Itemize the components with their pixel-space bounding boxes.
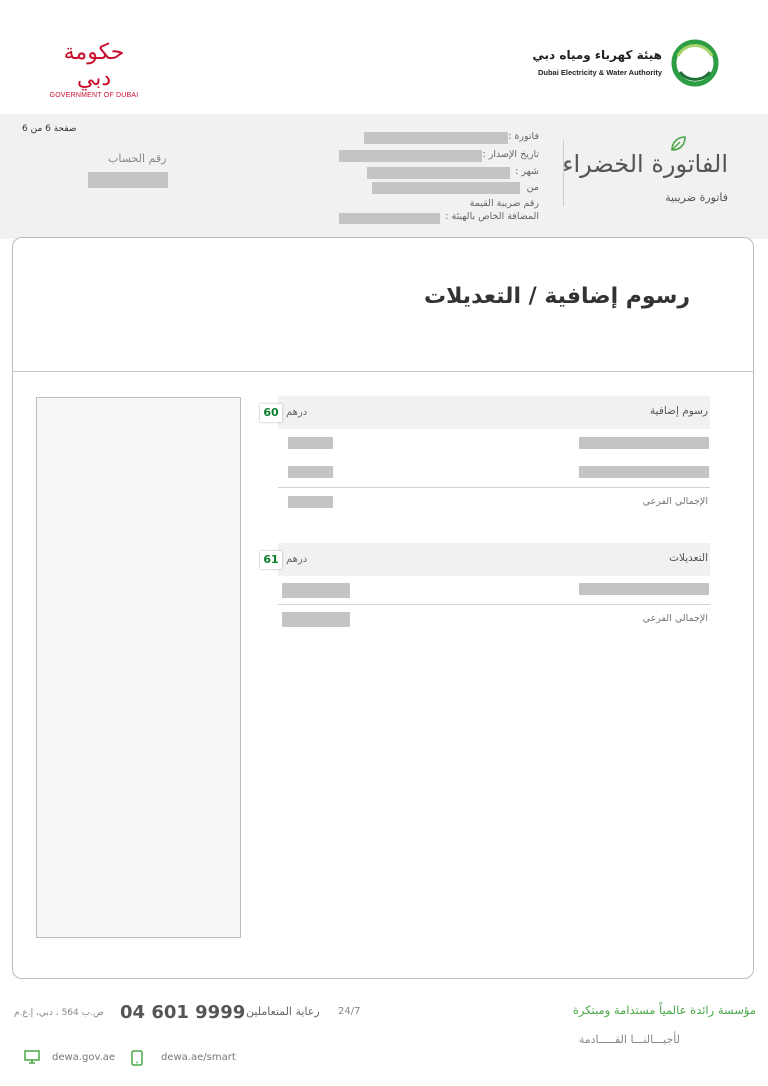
charge-amount-redacted xyxy=(288,437,333,449)
section-title-adjustments: التعديلات xyxy=(669,552,708,564)
page-title: رسوم إضافية / التعديلات xyxy=(424,284,690,309)
section-header-additional-charges xyxy=(278,396,710,429)
charge-amount-redacted xyxy=(288,466,333,478)
subtotal-amount-redacted xyxy=(288,496,333,508)
po-box: ص.ب 564 ، دبي، إ.ع.م xyxy=(14,1008,104,1018)
dewa-logo-arabic: هيئة كهرباء ومياه دبي xyxy=(532,48,662,62)
account-number-label: رقم الحساب xyxy=(108,152,167,165)
dewa-logo-english: Dubai Electricity & Water Authority xyxy=(537,68,662,77)
smartphone-icon xyxy=(131,1050,143,1066)
section-header-adjustments xyxy=(278,543,710,576)
subtotal-label: الإجمالي الفرعي xyxy=(642,613,708,624)
currency-unit: درهم xyxy=(286,407,308,418)
row-divider xyxy=(278,487,710,488)
subtotal-label: الإجمالي الفرعي xyxy=(642,496,708,507)
section-title-additional-charges: رسوم إضافية xyxy=(650,405,708,417)
card-divider xyxy=(13,371,753,372)
green-bill-title: الفاتورة الخضراء xyxy=(562,150,728,178)
vat-label-line1: رقم ضريبة القيمة xyxy=(469,198,539,209)
subtotal-amount-redacted xyxy=(282,612,350,627)
section-badge: 60 xyxy=(260,404,282,422)
charge-description-redacted xyxy=(579,466,709,478)
customer-care-block xyxy=(14,1002,374,1024)
invoice-redacted xyxy=(364,132,508,144)
row-divider xyxy=(278,604,710,605)
section-badge: 61 xyxy=(260,551,282,569)
month-redacted xyxy=(367,167,510,179)
vat-label-line2: المضافة الخاص بالهيئة : xyxy=(445,211,539,222)
side-panel xyxy=(36,397,241,938)
vat-number-redacted xyxy=(339,213,440,224)
customer-care-phone[interactable]: 04 601 9999 xyxy=(120,1002,246,1023)
smart-app-link[interactable]: dewa.ae/smart xyxy=(161,1052,236,1063)
adjustment-amount-redacted xyxy=(282,583,350,598)
hours-label: 24/7 xyxy=(338,1006,361,1017)
account-number-redacted xyxy=(88,172,168,188)
issue-date-redacted xyxy=(339,150,482,162)
month-label: شهر : xyxy=(515,166,539,177)
from-label: من xyxy=(526,182,539,193)
dewa-ring-icon xyxy=(670,38,720,88)
invoice-label: فاتورة : xyxy=(508,131,539,142)
monitor-icon xyxy=(24,1050,40,1064)
charge-description-redacted xyxy=(579,437,709,449)
customer-care-label: رعاية المتعاملين xyxy=(246,1005,320,1018)
gov-logo-english: GOVERNMENT OF DUBAI xyxy=(49,92,139,99)
dewa-logo xyxy=(520,38,720,86)
issue-date-label: تاريخ الإصدار : xyxy=(482,149,539,160)
footer-slogan: مؤسسة رائدة عالمياً مستدامة ومبتكرة xyxy=(572,1003,756,1017)
page-number: صفحة 6 من 6 xyxy=(22,124,77,134)
currency-unit: درهم xyxy=(286,554,308,565)
gov-logo-arabic: حكومة دبي xyxy=(63,40,125,91)
footer-slogan-line2: لأجيـــالنـــا القـــــادمة xyxy=(578,1033,680,1046)
tax-invoice-label: فاتورة ضريبية xyxy=(665,191,728,204)
government-of-dubai-logo xyxy=(44,40,144,99)
website-link[interactable]: dewa.gov.ae xyxy=(52,1052,116,1063)
adjustment-description-redacted xyxy=(579,583,709,595)
from-redacted xyxy=(372,182,520,194)
